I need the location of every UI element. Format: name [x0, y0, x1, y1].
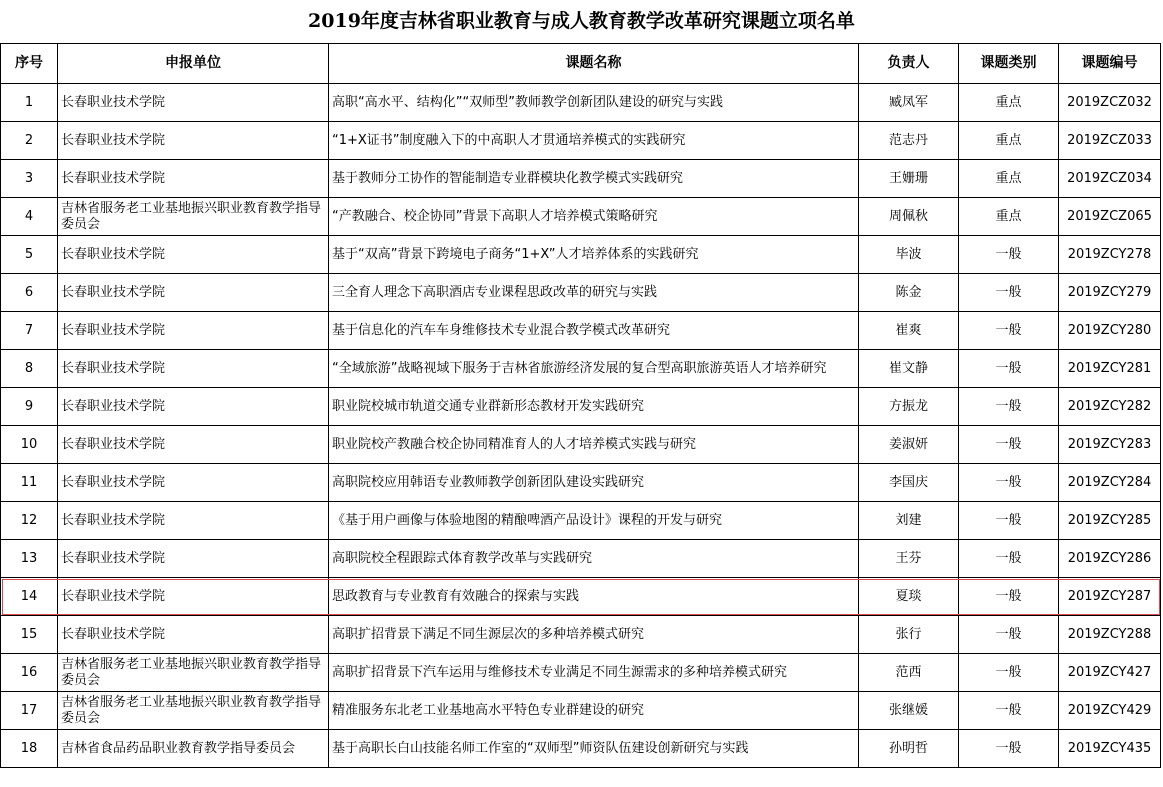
cell-unit: 吉林省服务老工业基地振兴职业教育教学指导委员会 — [58, 198, 329, 236]
cell-unit: 长春职业技术学院 — [58, 540, 329, 578]
cell-unit: 长春职业技术学院 — [58, 426, 329, 464]
cell-name: 职业院校城市轨道交通专业群新形态教材开发实践研究 — [329, 388, 859, 426]
cell-category: 一般 — [959, 388, 1059, 426]
table-row — [1, 578, 1161, 616]
cell-unit: 长春职业技术学院 — [58, 160, 329, 198]
cell-category: 一般 — [959, 426, 1059, 464]
table-row — [1, 312, 1161, 350]
cell-leader: 臧凤军 — [859, 84, 959, 122]
cell-unit: 吉林省服务老工业基地振兴职业教育教学指导委员会 — [58, 654, 329, 692]
cell-code: 2019ZCY282 — [1059, 388, 1161, 426]
table-row — [1, 730, 1161, 768]
table-row — [1, 236, 1161, 274]
cell-code: 2019ZCZ032 — [1059, 84, 1161, 122]
cell-category: 一般 — [959, 236, 1059, 274]
header-category: 课题类别 — [959, 44, 1059, 84]
cell-no: 18 — [1, 730, 58, 768]
cell-unit: 长春职业技术学院 — [58, 274, 329, 312]
cell-name: 三全育人理念下高职酒店专业课程思政改革的研究与实践 — [329, 274, 859, 312]
cell-category: 一般 — [959, 464, 1059, 502]
cell-code: 2019ZCY278 — [1059, 236, 1161, 274]
header-name: 课题名称 — [329, 44, 859, 84]
cell-unit: 吉林省服务老工业基地振兴职业教育教学指导委员会 — [58, 692, 329, 730]
table-row — [1, 198, 1161, 236]
cell-no: 1 — [1, 84, 58, 122]
table-row — [1, 426, 1161, 464]
cell-unit: 长春职业技术学院 — [58, 350, 329, 388]
cell-name: 职业院校产教融合校企协同精准育人的人才培养模式实践与研究 — [329, 426, 859, 464]
table-row — [1, 122, 1161, 160]
cell-no: 3 — [1, 160, 58, 198]
cell-no: 15 — [1, 616, 58, 654]
cell-code: 2019ZCY287 — [1059, 578, 1161, 616]
cell-category: 一般 — [959, 616, 1059, 654]
cell-unit: 长春职业技术学院 — [58, 578, 329, 616]
cell-leader: 张行 — [859, 616, 959, 654]
cell-no: 4 — [1, 198, 58, 236]
cell-name: 基于高职长白山技能名师工作室的“双师型”师资队伍建设创新研究与实践 — [329, 730, 859, 768]
cell-name: “1+X证书”制度融入下的中高职人才贯通培养模式的实践研究 — [329, 122, 859, 160]
cell-no: 11 — [1, 464, 58, 502]
cell-no: 12 — [1, 502, 58, 540]
cell-leader: 方振龙 — [859, 388, 959, 426]
cell-no: 9 — [1, 388, 58, 426]
cell-code: 2019ZCY284 — [1059, 464, 1161, 502]
table-row — [1, 502, 1161, 540]
cell-unit: 长春职业技术学院 — [58, 464, 329, 502]
cell-category: 重点 — [959, 84, 1059, 122]
cell-name: 高职院校应用韩语专业教师教学创新团队建设实践研究 — [329, 464, 859, 502]
cell-category: 一般 — [959, 502, 1059, 540]
cell-no: 6 — [1, 274, 58, 312]
header-unit: 申报单位 — [58, 44, 329, 84]
cell-unit: 长春职业技术学院 — [58, 84, 329, 122]
cell-code: 2019ZCZ034 — [1059, 160, 1161, 198]
cell-leader: 崔爽 — [859, 312, 959, 350]
cell-leader: 李国庆 — [859, 464, 959, 502]
cell-no: 17 — [1, 692, 58, 730]
cell-category: 一般 — [959, 274, 1059, 312]
cell-no: 5 — [1, 236, 58, 274]
page-title: 2019年度吉林省职业教育与成人教育教学改革研究课题立项名单 — [308, 10, 855, 32]
cell-category: 重点 — [959, 198, 1059, 236]
cell-unit: 长春职业技术学院 — [58, 122, 329, 160]
table-row — [1, 540, 1161, 578]
cell-category: 重点 — [959, 122, 1059, 160]
cell-unit: 长春职业技术学院 — [58, 502, 329, 540]
cell-name: 基于信息化的汽车车身维修技术专业混合教学模式改革研究 — [329, 312, 859, 350]
cell-no: 7 — [1, 312, 58, 350]
table-header-row — [1, 44, 1161, 84]
table-row — [1, 350, 1161, 388]
cell-name: 高职院校全程跟踪式体育教学改革与实践研究 — [329, 540, 859, 578]
cell-code: 2019ZCY427 — [1059, 654, 1161, 692]
table-row — [1, 84, 1161, 122]
cell-category: 一般 — [959, 578, 1059, 616]
cell-category: 一般 — [959, 730, 1059, 768]
cell-leader: 周佩秋 — [859, 198, 959, 236]
cell-code: 2019ZCZ033 — [1059, 122, 1161, 160]
cell-leader: 崔文静 — [859, 350, 959, 388]
table-row — [1, 464, 1161, 502]
header-leader: 负责人 — [859, 44, 959, 84]
cell-code: 2019ZCY280 — [1059, 312, 1161, 350]
table-row — [1, 616, 1161, 654]
cell-name: 《基于用户画像与体验地图的精酿啤酒产品设计》课程的开发与研究 — [329, 502, 859, 540]
cell-leader: 陈金 — [859, 274, 959, 312]
cell-unit: 吉林省食品药品职业教育教学指导委员会 — [58, 730, 329, 768]
cell-code: 2019ZCY429 — [1059, 692, 1161, 730]
cell-name: 基于“双高”背景下跨境电子商务“1+X”人才培养体系的实践研究 — [329, 236, 859, 274]
cell-code: 2019ZCY279 — [1059, 274, 1161, 312]
cell-name: 高职扩招背景下满足不同生源层次的多种培养模式研究 — [329, 616, 859, 654]
project-table — [0, 43, 1161, 768]
cell-leader: 范西 — [859, 654, 959, 692]
cell-name: 高职“高水平、结构化”“双师型”教师教学创新团队建设的研究与实践 — [329, 84, 859, 122]
cell-unit: 长春职业技术学院 — [58, 236, 329, 274]
cell-category: 一般 — [959, 350, 1059, 388]
cell-category: 一般 — [959, 654, 1059, 692]
cell-unit: 长春职业技术学院 — [58, 388, 329, 426]
cell-leader: 王芬 — [859, 540, 959, 578]
cell-no: 8 — [1, 350, 58, 388]
cell-name: 基于教师分工协作的智能制造专业群模块化教学模式实践研究 — [329, 160, 859, 198]
cell-unit: 长春职业技术学院 — [58, 312, 329, 350]
cell-no: 10 — [1, 426, 58, 464]
cell-no: 16 — [1, 654, 58, 692]
table-row — [1, 388, 1161, 426]
cell-leader: 孙明哲 — [859, 730, 959, 768]
cell-no: 13 — [1, 540, 58, 578]
cell-name: 高职扩招背景下汽车运用与维修技术专业满足不同生源需求的多种培养模式研究 — [329, 654, 859, 692]
cell-code: 2019ZCY285 — [1059, 502, 1161, 540]
cell-code: 2019ZCY288 — [1059, 616, 1161, 654]
cell-code: 2019ZCY435 — [1059, 730, 1161, 768]
cell-category: 一般 — [959, 692, 1059, 730]
table-row — [1, 692, 1161, 730]
cell-name: 思政教育与专业教育有效融合的探索与实践 — [329, 578, 859, 616]
cell-leader: 夏琰 — [859, 578, 959, 616]
cell-code: 2019ZCY286 — [1059, 540, 1161, 578]
cell-leader: 张继媛 — [859, 692, 959, 730]
cell-leader: 范志丹 — [859, 122, 959, 160]
cell-code: 2019ZCY283 — [1059, 426, 1161, 464]
cell-code: 2019ZCZ065 — [1059, 198, 1161, 236]
table-row — [1, 274, 1161, 312]
header-code: 课题编号 — [1059, 44, 1161, 84]
cell-leader: 王姗珊 — [859, 160, 959, 198]
cell-name: 精准服务东北老工业基地高水平特色专业群建设的研究 — [329, 692, 859, 730]
cell-category: 一般 — [959, 540, 1059, 578]
cell-unit: 长春职业技术学院 — [58, 616, 329, 654]
table-row — [1, 654, 1161, 692]
cell-leader: 姜淑妍 — [859, 426, 959, 464]
table-body — [1, 84, 1161, 768]
header-no: 序号 — [1, 44, 58, 84]
cell-no: 14 — [1, 578, 58, 616]
cell-name: “产教融合、校企协同”背景下高职人才培养模式策略研究 — [329, 198, 859, 236]
cell-category: 一般 — [959, 312, 1059, 350]
table-row — [1, 160, 1161, 198]
cell-category: 重点 — [959, 160, 1059, 198]
cell-name: “全域旅游”战略视域下服务于吉林省旅游经济发展的复合型高职旅游英语人才培养研究 — [329, 350, 859, 388]
cell-leader: 刘建 — [859, 502, 959, 540]
cell-code: 2019ZCY281 — [1059, 350, 1161, 388]
cell-no: 2 — [1, 122, 58, 160]
cell-leader: 毕波 — [859, 236, 959, 274]
